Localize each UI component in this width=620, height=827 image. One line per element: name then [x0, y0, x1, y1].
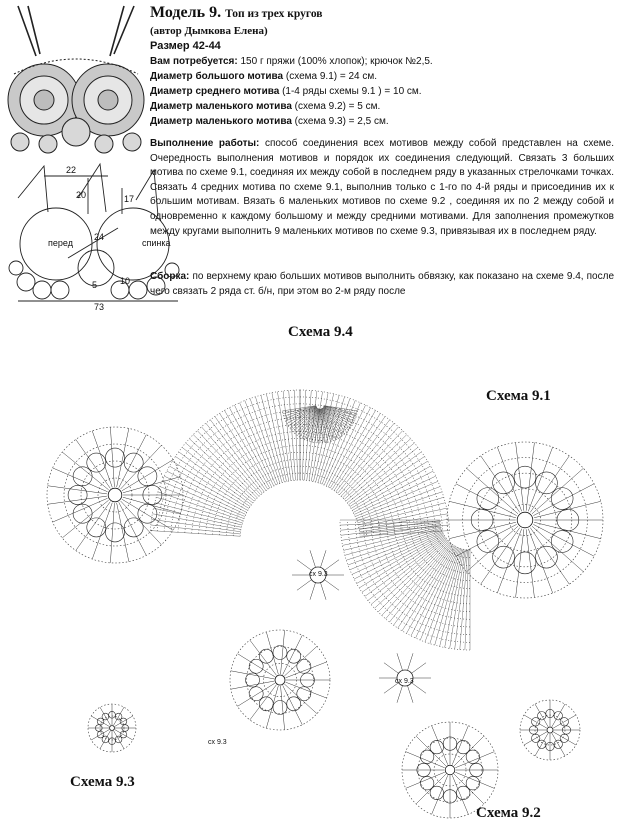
motif-left-petal [138, 504, 157, 523]
motif-bottom-right-spoke [432, 726, 448, 765]
motif-right-spoke [530, 528, 569, 584]
fan-right-low-tick [341, 524, 440, 536]
fan-right-tick [341, 431, 403, 497]
motif-right-spoke [533, 484, 594, 516]
fan-right-tick [305, 390, 312, 480]
title-row [150, 4, 616, 23]
motif-right-spoke [481, 528, 520, 584]
assembly-block [150, 270, 614, 299]
fan-left-tick [240, 403, 276, 485]
fan-right-low-tick [348, 530, 442, 565]
motif-left-spoke [48, 486, 107, 494]
fan-right-tick [324, 403, 360, 485]
motif-right-petal [514, 466, 536, 488]
fan-left-tick [229, 408, 271, 487]
motif-bottom-right-spoke [406, 752, 445, 768]
motif-right-center [517, 512, 533, 528]
motif-center-petal [273, 646, 287, 660]
motif-bottom-right-spoke [452, 726, 468, 765]
motif-left-petal [87, 453, 106, 472]
label-scheme-9-1: Схема 9.1 [486, 388, 551, 404]
size: Размер 42-44 [150, 40, 221, 52]
motif-right-spoke [532, 526, 583, 572]
motif-center-petal [287, 697, 301, 711]
tag-scheme-9-3: сх 9.3 [208, 739, 227, 746]
motif-center-petal [259, 697, 273, 711]
motif-right-spoke [497, 529, 521, 593]
fan-left-tick [245, 401, 278, 485]
fan-right-tick [336, 420, 390, 492]
motif-center-petal [297, 687, 311, 701]
garment-illustration [6, 4, 146, 156]
work-paragraph [150, 137, 614, 239]
motif-bottom-right-petal [456, 786, 469, 799]
fan-left-tick [169, 466, 247, 510]
fan-left-tick [160, 487, 244, 519]
motif-left-spoke [76, 502, 111, 551]
back-label: спинка [142, 238, 171, 248]
fan-left-tick [197, 431, 259, 497]
spec-row [150, 99, 616, 114]
motif-left-petal [68, 485, 87, 504]
motif-center-spoke [286, 682, 327, 698]
front-label: перед [48, 238, 73, 248]
motif-center-petal [287, 649, 301, 663]
fan-left-tick [158, 492, 243, 521]
motif-center-petal [249, 687, 263, 701]
motif-left-spoke [121, 501, 162, 545]
dim-22: 22 [66, 165, 77, 175]
fan-right-low-tick [420, 548, 458, 640]
assembly-label: Сборка: [150, 271, 190, 282]
size-schematic [8, 158, 188, 310]
motif-bottom-right-petal [430, 740, 443, 753]
spec-row [150, 114, 616, 129]
motif-bottom-right-spoke [432, 775, 448, 814]
assembly-text: по верхнему краю больших мотивов выполнить обвязку, как показано на схеме 9.4, после чего связать 2 ряда ст. б/н, при этом во 2-м ряду после [150, 271, 615, 297]
edging-tick [297, 408, 317, 435]
fan-right-low-tick [394, 544, 453, 625]
motif-left-petal [124, 518, 143, 537]
label-scheme-9-2: Схема 9.2 [476, 805, 541, 821]
motif-right-petal [514, 552, 536, 574]
fan-left-tick [210, 420, 264, 492]
motif-left-petal [73, 467, 92, 486]
fan-left-tick [234, 405, 273, 486]
fan-right-arc [300, 480, 360, 536]
author: (автор Дымкова Елена) [150, 25, 268, 37]
motif-right-petal [551, 531, 573, 553]
header-block [150, 4, 616, 129]
spec-value: (схема 9.3) = 2,5 см. [294, 116, 389, 127]
motif-center-petal [273, 701, 287, 715]
motif-center-spoke [281, 686, 285, 730]
motif-right-petal [477, 531, 499, 553]
fan-right-tick [344, 439, 410, 500]
fan-left-tick [150, 531, 240, 537]
motif-right-spoke [456, 484, 517, 516]
label-scheme-9-3: Схема 9.3 [70, 774, 135, 790]
fan-right-low-tick [398, 545, 454, 628]
motif-right-spoke [534, 501, 601, 517]
fan-left-tick [189, 439, 255, 500]
motif-bottom-right-petal [466, 750, 479, 763]
motif-left-petal [124, 453, 143, 472]
motif-left-spoke [121, 445, 162, 489]
model-title: Модель 9. [150, 4, 222, 21]
spec-label: Диаметр среднего мотива [150, 86, 280, 97]
dim-24: 24 [94, 232, 105, 242]
fan-right-low-tick [425, 548, 460, 642]
fan-left-tick [179, 452, 252, 505]
motif-center-petal [259, 649, 273, 663]
fan-left-tick [289, 390, 296, 480]
assembly-paragraph [150, 270, 614, 299]
spec-value: (схема 9.1) = 24 см. [285, 71, 378, 82]
fan-right-low-tick [362, 537, 445, 593]
fan-left-tick [277, 392, 291, 481]
fan-right-tick [357, 492, 442, 521]
motif-left-center [108, 488, 122, 502]
motif-left-petal [73, 504, 92, 523]
motif-tiny-center [110, 726, 115, 731]
fan-right-tick [334, 416, 385, 490]
label-scheme-9-4: Схема 9.4 [288, 324, 353, 340]
motif-left-petal [87, 518, 106, 537]
motif-right-petal [536, 546, 558, 568]
fan-left-arc [240, 480, 300, 536]
motif-right-petal [493, 546, 515, 568]
fan-left-tick [182, 447, 253, 503]
motif-right-spoke [481, 456, 520, 512]
motif-left-petal [105, 448, 124, 467]
motif-right-spoke [467, 526, 518, 572]
motif-right-spoke [526, 529, 534, 597]
fan-left-tick [193, 435, 257, 498]
work-text: способ соединения всех мотивов между собой представлен на схеме. Очередность выполнения мотивов и порядок их соединения следующий. Связать 3 больших мотива по схеме 9.1, соединяя их между собой в последнем ряду в указанных стрелочками точках. Связать 4 средних мотива по схеме 9.1, выполнив только с 1-го по 4-й ряды и присоединив их к большим мотивам. Вязать 6 маленьких мотивов по схеме 9.2 , соединяя их по 2 между собой и одновременно к каждому большому и между средними мотивами. Для заполнения промежутков между кругами выполнить 9 маленьких мотивов по схеме 9.3, привязывая их в последнем ряду. [150, 138, 615, 237]
motif-right-spoke [530, 456, 569, 512]
motif-center-center [275, 675, 285, 685]
motif-right-spoke [532, 468, 583, 514]
motif-bottom-right-spoke [455, 772, 494, 788]
dim-5: 5 [92, 280, 98, 290]
motif-center-spoke [250, 640, 277, 675]
motif-left-petal [105, 523, 124, 542]
motif-right-spoke [497, 447, 521, 511]
motif-left-spoke [117, 428, 129, 487]
motif-center-petal [249, 659, 263, 673]
tag-scheme-9-3: сх 9.3 [309, 571, 328, 578]
motif-right-spoke [533, 524, 594, 556]
work-label: Выполнение работы: [150, 138, 260, 149]
spec-row [150, 84, 616, 99]
motif-left-spoke [119, 502, 147, 555]
spec-row [150, 69, 616, 84]
spec-label: Диаметр маленького мотива [150, 101, 292, 112]
motif-left-spoke [48, 496, 107, 504]
dim-10: 10 [120, 276, 131, 286]
motif-right-spoke [528, 447, 552, 511]
motif-right-spoke [449, 522, 516, 538]
spec-value: (1-4 ряды схемы 9.1 ) = 10 см. [282, 86, 422, 97]
motif-bottom-right-spoke [406, 772, 445, 788]
dim-73: 73 [94, 302, 105, 310]
motif-right-spoke [456, 524, 517, 556]
fan-left-tick [255, 397, 282, 483]
motif-center-spoke [286, 662, 327, 678]
motif-bottom-right-center [445, 765, 455, 775]
fan-right-tick [352, 466, 430, 510]
fan-right-low-tick [465, 550, 469, 650]
motif-left-spoke [119, 435, 147, 488]
motif-bottom-right-spoke [452, 775, 468, 814]
fan-left-tick [153, 508, 241, 527]
motif-right-spoke [449, 501, 516, 517]
motif-center-petal [297, 659, 311, 673]
motif-small-center [547, 727, 553, 733]
fan-right-low-tick [365, 538, 446, 597]
motif-bottom-right-spoke [455, 752, 494, 768]
motif-left-spoke [117, 503, 129, 562]
motif-left-petal [138, 467, 157, 486]
spec-label: Вам потребуется: [150, 56, 238, 67]
dim-20: 20 [76, 190, 87, 200]
motif-right-petal [536, 472, 558, 494]
spec-value: (схема 9.2) = 5 см. [294, 101, 381, 112]
motif-right-petal [477, 488, 499, 510]
spec-value: 150 г пряжи (100% хлопок); крючок №2,5. [240, 56, 433, 67]
fan-left-tick [224, 410, 269, 488]
motif-right-spoke [534, 522, 601, 538]
tag-scheme-9-3: сх 9.3 [395, 678, 414, 685]
motif-center-spoke [281, 630, 285, 674]
fan-left-tick [266, 394, 286, 482]
motif-right-spoke [516, 443, 524, 511]
dim-17: 17 [124, 194, 135, 204]
motif-center-spoke [250, 685, 277, 720]
fan-right-tick [343, 435, 407, 498]
model-subtitle: Топ из трех кругов [225, 8, 323, 20]
spec-row [150, 54, 616, 69]
fan-right-tick [347, 447, 418, 503]
motif-bottom-right-petal [420, 776, 433, 789]
motif-left-spoke [110, 427, 114, 487]
fan-left-tick [215, 416, 266, 490]
spec-label: Диаметр маленького мотива [150, 116, 292, 127]
motif-right-petal [493, 472, 515, 494]
motif-left-spoke [76, 439, 111, 488]
instructions [150, 137, 614, 239]
motif-right-spoke [526, 443, 534, 511]
fan-right-tick [349, 452, 422, 505]
motif-right-spoke [516, 529, 524, 597]
motif-right-spoke [467, 468, 518, 514]
motif-right-petal [551, 488, 573, 510]
spec-label: Диаметр большого мотива [150, 71, 284, 82]
motif-right-spoke [528, 529, 552, 593]
